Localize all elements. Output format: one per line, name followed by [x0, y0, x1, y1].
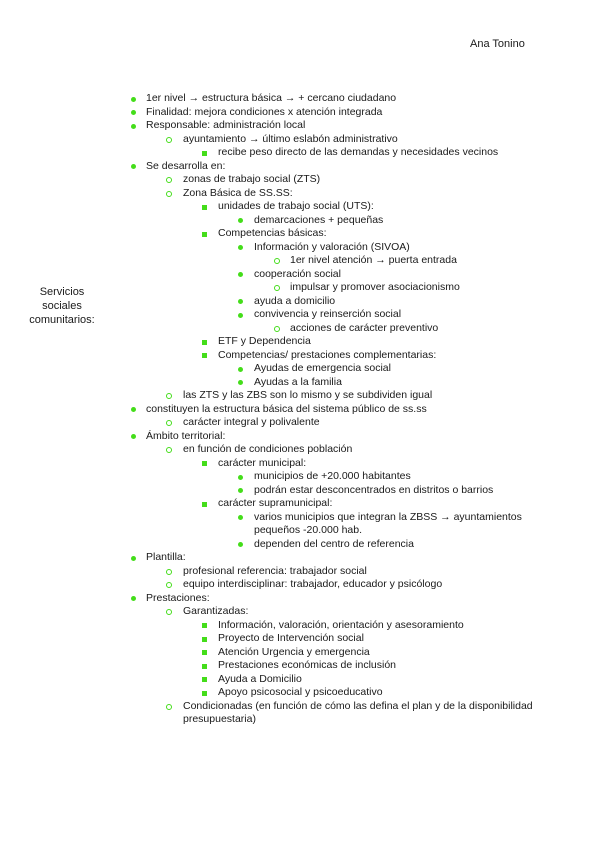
- outline-item-text: Prestaciones:: [146, 591, 210, 604]
- outline-item-text: acciones de carácter preventivo: [290, 321, 439, 334]
- bullet-icon: [131, 434, 136, 439]
- outline-item: [0, 349, 600, 363]
- bullet-icon: [202, 691, 207, 696]
- outline-item: [0, 308, 600, 322]
- bullet-icon: [166, 137, 172, 143]
- outline-item-text: Apoyo psicosocial y psicoeducativo: [218, 686, 383, 698]
- bullet-icon: [202, 664, 207, 669]
- bullet-outline: [0, 92, 600, 727]
- bullet-icon: [166, 393, 172, 399]
- outline-item: [0, 268, 600, 282]
- bullet-icon: [202, 502, 207, 507]
- outline-item-text: ayuda a domicilio: [254, 294, 336, 307]
- outline-item: [0, 484, 600, 498]
- outline-item: [0, 632, 600, 646]
- bullet-icon: [202, 205, 207, 210]
- outline-item-text: cooperación social: [254, 267, 341, 280]
- outline-item: [0, 106, 600, 120]
- bullet-icon: [202, 353, 207, 358]
- outline-item: [0, 362, 600, 376]
- outline-item: [0, 673, 600, 687]
- outline-item: [0, 605, 600, 619]
- bullet-icon: [131, 596, 136, 601]
- outline-item: [0, 160, 600, 174]
- outline-item: [0, 214, 600, 228]
- bullet-icon: [238, 218, 243, 223]
- outline-item-text: unidades de trabajo social (UTS):: [218, 200, 374, 212]
- bullet-icon: [166, 704, 172, 710]
- outline-item-text: carácter supramunicipal:: [218, 497, 333, 509]
- bullet-icon: [202, 637, 207, 642]
- outline-item-text: Información y valoración (SIVOA): [254, 240, 410, 253]
- outline-item-text: equipo interdisciplinar: trabajador, educador y psicólogo: [183, 578, 443, 590]
- outline-item: [0, 200, 600, 214]
- bullet-icon: [166, 447, 172, 453]
- outline-item-text: Responsable: administración local: [146, 119, 306, 131]
- outline-item-text: podrán estar desconcentrados en distritos o barrios: [254, 483, 494, 496]
- outline-item: [0, 565, 600, 579]
- outline-item: [0, 538, 600, 552]
- outline-item-text: impulsar y promover asociacionismo: [290, 281, 460, 293]
- bullet-icon: [274, 326, 280, 332]
- outline-item: [0, 92, 600, 106]
- outline-item-text: municipios de +20.000 habitantes: [254, 470, 411, 482]
- bullet-icon: [131, 164, 136, 169]
- outline-item: [0, 430, 600, 444]
- bullet-icon: [238, 380, 243, 385]
- outline-item: [0, 389, 600, 403]
- bullet-icon: [238, 475, 243, 480]
- bullet-icon: [238, 542, 243, 547]
- outline-item-text: en función de condiciones población: [183, 443, 353, 455]
- outline-item-text: Ayuda a Domicilio: [218, 672, 302, 685]
- outline-item-text: carácter municipal:: [218, 456, 307, 469]
- outline-item-text: Garantizadas:: [183, 605, 249, 617]
- outline-item: [0, 241, 600, 255]
- bullet-icon: [238, 515, 243, 520]
- outline-item-text: dependen del centro de referencia: [254, 537, 414, 550]
- outline-item-text: Prestaciones económicas de inclusión: [218, 659, 397, 671]
- bullet-icon: [238, 299, 243, 304]
- outline-item-text: ayuntamiento → último eslabón administrativo: [183, 132, 398, 145]
- outline-item: [0, 443, 600, 457]
- outline-item: [0, 511, 600, 538]
- outline-item-text: 1er nivel atención → puerta entrada: [290, 254, 457, 266]
- outline-item-text: Ayudas a la familia: [254, 375, 342, 388]
- bullet-icon: [131, 556, 136, 561]
- bullet-icon: [166, 569, 172, 575]
- outline-item: [0, 281, 600, 295]
- outline-item: [0, 403, 600, 417]
- bullet-icon: [166, 191, 172, 197]
- outline-item: [0, 686, 600, 700]
- outline-item-text: recibe peso directo de las demandas y necesidades vecinos: [218, 146, 499, 158]
- outline-item: [0, 227, 600, 241]
- outline-item-text: Zona Básica de SS.SS:: [183, 186, 293, 199]
- outline-item-text: Competencias/ prestaciones complementarias:: [218, 348, 437, 361]
- bullet-icon: [238, 272, 243, 277]
- bullet-icon: [202, 340, 207, 345]
- outline-item: [0, 173, 600, 187]
- outline-item: [0, 470, 600, 484]
- outline-item-text: Competencias básicas:: [218, 227, 327, 239]
- outline-item: [0, 187, 600, 201]
- outline-item: [0, 254, 600, 268]
- bullet-icon: [202, 461, 207, 466]
- outline-item-text: 1er nivel → estructura básica → + cercano ciudadano: [146, 92, 397, 104]
- bullet-icon: [131, 110, 136, 115]
- outline-item: [0, 700, 600, 727]
- bullet-icon: [166, 177, 172, 183]
- bullet-icon: [274, 285, 280, 291]
- bullet-icon: [274, 258, 280, 264]
- bullet-icon: [202, 623, 207, 628]
- bullet-icon: [131, 407, 136, 412]
- outline-item: [0, 295, 600, 309]
- outline-item-text: las ZTS y las ZBS son lo mismo y se subdividen igual: [183, 389, 433, 401]
- outline-item-text: Condicionadas (en función de cómo las defina el plan y de la disponibilidad presupuestaria): [183, 699, 533, 725]
- bullet-icon: [131, 124, 136, 129]
- outline-item-text: Se desarrolla en:: [146, 159, 226, 172]
- section-label: Servicios sociales comunitarios:: [29, 286, 95, 326]
- outline-item: [0, 551, 600, 565]
- outline-item: [0, 659, 600, 673]
- outline-item-text: profesional referencia: trabajador social: [183, 564, 367, 577]
- bullet-icon: [202, 650, 207, 655]
- outline-item-text: Información, valoración, orientación y asesoramiento: [218, 618, 464, 631]
- bullet-icon: [202, 232, 207, 237]
- bullet-icon: [131, 97, 136, 102]
- outline-item-text: Atención Urgencia y emergencia: [218, 645, 370, 658]
- bullet-icon: [238, 245, 243, 250]
- outline-item: [0, 376, 600, 390]
- outline-item-text: convivencia y reinserción social: [254, 308, 402, 320]
- outline-item: [0, 646, 600, 660]
- outline-item: [0, 322, 600, 336]
- outline-item: [0, 146, 600, 160]
- outline-item: [0, 578, 600, 592]
- author-name: Ana Tonino: [470, 38, 525, 50]
- outline-item-text: Proyecto de Intervención social: [218, 632, 364, 644]
- bullet-icon: [238, 313, 243, 318]
- outline-item-text: carácter integral y polivalente: [183, 416, 320, 428]
- outline-item: [0, 119, 600, 133]
- outline-item: [0, 457, 600, 471]
- outline-item-text: ETF y Dependencia: [218, 335, 311, 347]
- outline-item: [0, 619, 600, 633]
- bullet-icon: [238, 488, 243, 493]
- bullet-icon: [166, 582, 172, 588]
- outline-item-text: demarcaciones + pequeñas: [254, 213, 384, 226]
- outline-item-text: varios municipios que integran la ZBSS → ayuntamientos pequeños -20.000 hab.: [254, 510, 522, 536]
- outline-item: [0, 133, 600, 147]
- outline-item-text: zonas de trabajo social (ZTS): [183, 173, 321, 185]
- bullet-icon: [202, 151, 207, 156]
- outline-item: [0, 497, 600, 511]
- bullet-icon: [166, 420, 172, 426]
- outline-item: [0, 592, 600, 606]
- bullet-icon: [238, 367, 243, 372]
- outline-item-text: Ayudas de emergencia social: [254, 362, 391, 374]
- outline-item-text: Finalidad: mejora condiciones x atención integrada: [146, 105, 383, 118]
- outline-item-text: constituyen la estructura básica del sistema público de ss.ss: [146, 402, 427, 415]
- outline-item-text: Ámbito territorial:: [146, 429, 226, 442]
- outline-item-text: Plantilla:: [146, 551, 186, 563]
- bullet-icon: [166, 609, 172, 615]
- outline-item: [0, 416, 600, 430]
- outline-item: [0, 335, 600, 349]
- bullet-icon: [202, 677, 207, 682]
